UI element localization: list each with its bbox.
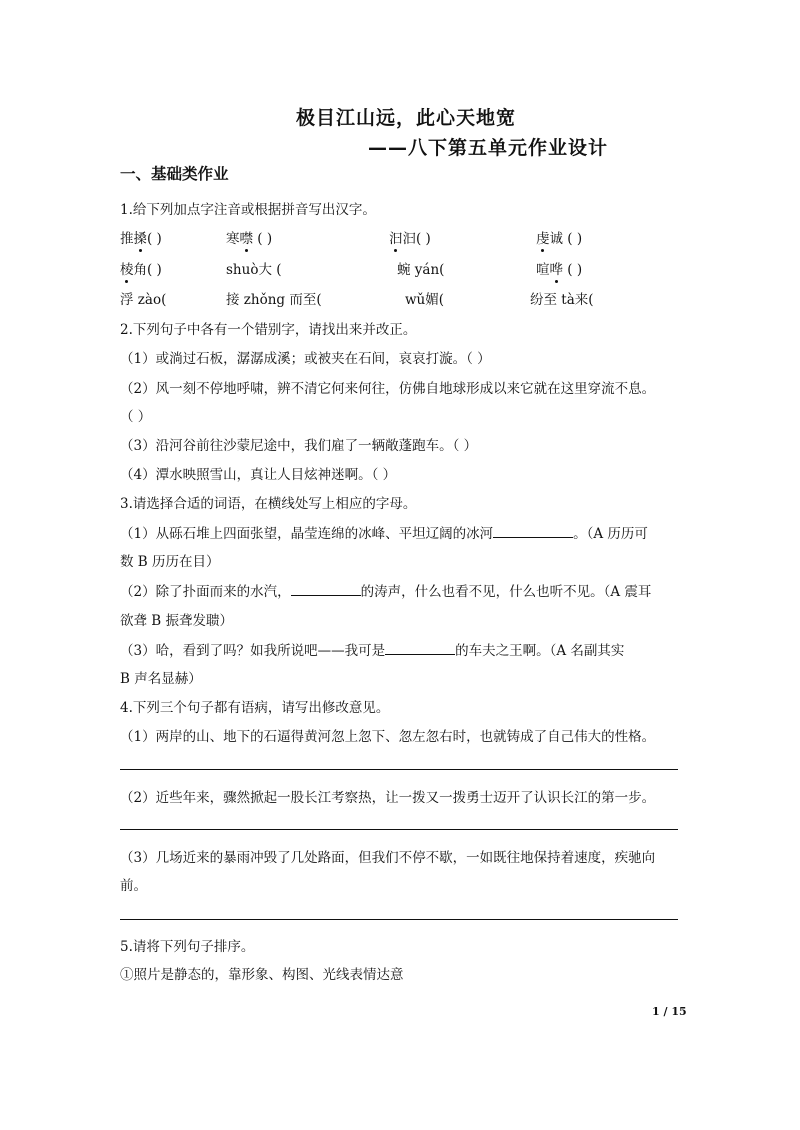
dotted-char: 汩: [389, 227, 403, 247]
question-1-prompt: 1.给下列加点字注音或根据拼音写出汉字。: [120, 202, 376, 218]
answer-blank[interactable]: [493, 524, 573, 538]
section-heading: 一、基础类作业: [120, 165, 229, 183]
question-2-prompt: 2.下列句子中各有一个错别字，请找出来并改正。: [120, 322, 417, 338]
answer-line[interactable]: [120, 829, 678, 830]
question-2-item: （4）潭水映照雪山，真让人目炫神迷啊。（ ）: [120, 467, 397, 483]
pinyin-item: wǔ媚(: [405, 292, 445, 308]
question-4-prompt: 4.下列三个句子都有语病，请写出修改意见。: [120, 700, 390, 716]
question-5-sentence: ①照片是静态的，靠形象、构图、光线表情达意: [120, 967, 404, 983]
question-4-sentence: （3）几场近来的暴雨冲毁了几处路面，但我们不停不歇，一如既往地保持着速度，疾驰向: [120, 850, 656, 866]
pinyin-item: 浮 zào(: [120, 292, 167, 308]
dotted-char: 哗: [550, 258, 564, 278]
document-title: 极目江山远，此心天地宽: [296, 107, 517, 129]
page-number: 1 / 15: [652, 1005, 687, 1018]
document-subtitle: ——八下第五单元作业设计: [368, 137, 609, 159]
pinyin-item: 蜿 yán(: [397, 262, 445, 278]
pinyin-item: shuò大 (: [226, 262, 282, 278]
question-3-item: （1）从砾石堆上四面张望，晶莹连绵的冰峰、平坦辽阔的冰河 。（A 历历可: [120, 526, 648, 542]
dotted-char: 棱: [120, 258, 134, 278]
pinyin-item: 推搡( ): [120, 227, 162, 247]
question-2-item: （1）或淌过石板，潺潺成溪；或被夹在石间，哀哀打漩。（ ）: [120, 351, 491, 367]
answer-blank[interactable]: [385, 641, 455, 655]
question-4-sentence: 前。: [120, 878, 147, 894]
question-2-item: （ ）: [120, 409, 152, 425]
pinyin-item: 喧哗 ( ): [536, 258, 582, 278]
question-5-prompt: 5.请将下列句子排序。: [120, 939, 255, 955]
answer-line[interactable]: [120, 769, 678, 770]
question-3-item: （2）除了扑面而来的水汽， 的涛声，什么也看不见，什么也听不见。（A 震耳: [120, 584, 652, 600]
question-2-item: （3）沿河谷前往沙蒙尼途中，我们雇了一辆敞蓬跑车。（ ）: [120, 438, 478, 454]
question-4-sentence: （2）近些年来，骤然掀起一股长江考察热，让一拨又一拨勇士迈开了认识长江的第一步。: [120, 790, 656, 806]
dotted-char: 搡: [134, 227, 148, 247]
question-2-item: （2）风一刻不停地呼啸，辨不清它何来何往，仿佛自地球形成以来它就在这里穿流不息。: [120, 381, 656, 397]
pinyin-item: 棱角( ): [120, 258, 162, 278]
pinyin-item: 汩汩( ): [389, 227, 431, 247]
pinyin-item: 接 zhǒng 而至(: [226, 292, 322, 308]
question-4-sentence: （1）两岸的山、地下的石逼得黄河忽上忽下、忽左忽右时，也就铸成了自己伟大的性格。: [120, 729, 656, 745]
pinyin-item: 纷至 tà来(: [530, 292, 594, 308]
answer-blank[interactable]: [291, 582, 361, 596]
dotted-char: 虔: [536, 227, 550, 247]
pinyin-item: 寒噤 ( ): [226, 227, 272, 247]
question-3-item: 欲聋 B 振聋发聩）: [120, 613, 234, 629]
question-3-prompt: 3.请选择合适的词语，在横线处写上相应的字母。: [120, 496, 417, 512]
pinyin-item: 虔诚 ( ): [536, 227, 582, 247]
question-3-item: （3）哈，看到了吗？如我所说吧——我可是 的车夫之王啊。（A 名副其实: [120, 643, 625, 659]
answer-line[interactable]: [120, 919, 678, 920]
dotted-char: 噤: [240, 227, 254, 247]
question-3-item: B 声名显赫）: [120, 671, 202, 687]
question-3-item: 数 B 历历在目）: [120, 554, 220, 570]
